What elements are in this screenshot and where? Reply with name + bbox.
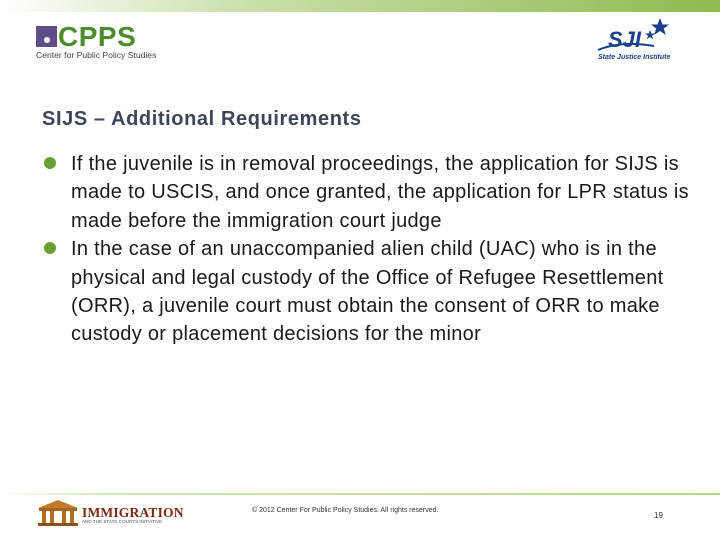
bullet-item (42, 150, 692, 235)
page-number: 19 (654, 511, 663, 520)
bullet-dot-icon (44, 157, 56, 169)
cpps-logo-subtitle: Center for Public Policy Studies (36, 50, 157, 60)
svg-text:SJI: SJI (608, 27, 642, 52)
immigration-logo (34, 497, 184, 531)
bullet-list (42, 150, 692, 349)
sji-logo-subtitle: State Justice Institute (598, 54, 671, 61)
footer-divider (0, 493, 720, 495)
top-accent-bar (0, 0, 720, 12)
cpps-logo-word: CPPS (58, 21, 137, 52)
sji-logo (592, 16, 682, 64)
sji-logo-mark (592, 16, 682, 56)
slide-title: SIJS – Additional Requirements (42, 108, 362, 130)
immigration-logo-subtitle: AND THE STATE COURTS INITIATIVE (82, 519, 163, 524)
bullet-item (42, 235, 692, 349)
bullet-text: If the juvenile is in removal proceedings, the application for SIJS is made to USCIS, and once granted, the application for LPR status is made before the immigration court judge (71, 153, 689, 232)
copyright-notice: © 2012 Center For Public Policy Studies. All rights reserved. (252, 507, 439, 514)
cpps-logo-mark (36, 26, 57, 47)
cpps-logo-dot (44, 37, 50, 43)
bullet-text: In the case of an unaccompanied alien child (UAC) who is in the physical and legal custody of the Office of Refugee Resettlement (ORR), a juvenile court must obtain the consent of ORR to make custody or placement decisions for the minor (71, 238, 664, 346)
courthouse-icon (36, 499, 80, 529)
bullet-dot-icon (44, 242, 56, 254)
cpps-logo (36, 22, 176, 62)
immigration-logo-word: IMMIGRATION (82, 505, 184, 520)
